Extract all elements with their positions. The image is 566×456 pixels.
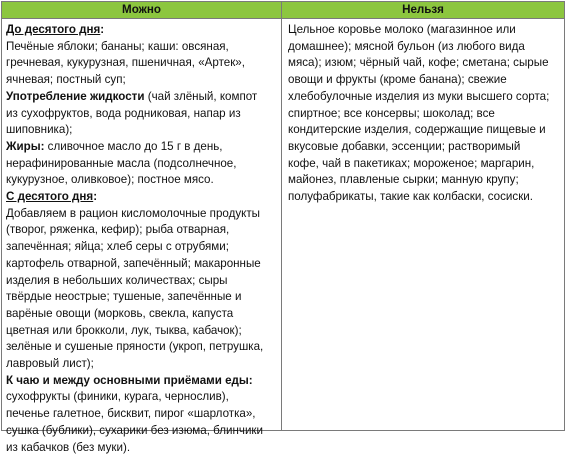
allowed-text: лавровый лист); — [6, 357, 94, 371]
forbidden-line: вкусовые добавки, эссенции; растворимый — [288, 139, 521, 153]
allowed-text: гречневая, кукурузная, пшеничная, «Артек», — [6, 56, 245, 70]
allowed-text: нерафинированные масла (подсолнечное, — [6, 156, 237, 170]
allowed-line — [6, 122, 277, 139]
allowed-line — [6, 189, 277, 206]
allowed-text: С десятого дня — [6, 190, 94, 204]
allowed-text: (чай злёный, компот — [144, 89, 258, 103]
allowed-line — [6, 339, 277, 356]
allowed-text: ячневая; постный суп; — [6, 73, 126, 87]
allowed-line — [6, 406, 277, 423]
allowed-text: Печёные яблоки; бананы; каши: овсяная, — [6, 39, 229, 53]
forbidden-line: хлебобулочные изделия из муки высшего сорта; — [288, 89, 550, 103]
allowed-line — [6, 273, 277, 290]
allowed-text: изделия в небольших количествах; сыры — [6, 273, 228, 287]
allowed-line — [6, 289, 277, 306]
forbidden-line: полуфабрикаты, такие как колбаски, сосиски. — [288, 190, 533, 204]
allowed-line — [6, 39, 277, 56]
forbidden-line: домашнее); мясной бульон (из любого вида — [288, 39, 525, 53]
forbidden-line: овощи и фрукты (кроме банана); свежие — [288, 73, 507, 87]
allowed-line — [6, 356, 277, 373]
diet-table — [1, 1, 565, 454]
allowed-text: К чаю и между основными приёмами еды: — [6, 373, 253, 387]
allowed-text: из кабачков (без муки). — [6, 440, 131, 454]
forbidden-line: Цельное коровье молоко (магазинное или — [288, 23, 516, 36]
header-forbidden: Нельзя — [402, 3, 444, 16]
allowed-text: Добавляем в рацион кисломолочные продукты — [6, 206, 261, 220]
allowed-line — [6, 156, 277, 173]
allowed-text: : — [93, 190, 98, 204]
allowed-text: постное мясо. — [134, 173, 214, 187]
allowed-text: До десятого дня — [6, 23, 101, 36]
header-allowed: Можно — [2, 2, 282, 18]
allowed-line — [6, 306, 277, 323]
allowed-text: картофель отварной, запечённый; макаронные — [6, 256, 261, 270]
allowed-line — [6, 106, 277, 123]
allowed-line — [6, 206, 277, 223]
allowed-line — [6, 72, 277, 89]
allowed-line — [6, 423, 277, 440]
allowed-text: из сухофруктов, вода родниковая, напар из — [6, 106, 241, 120]
allowed-line — [6, 222, 277, 239]
allowed-line — [6, 323, 277, 340]
allowed-text: сливочное масло до 15 г в день, — [44, 139, 223, 153]
allowed-line — [6, 55, 277, 72]
forbidden-line: мяса); изюм; чёрный чай, кофе; сметана; сырые — [288, 56, 549, 70]
allowed-line — [6, 89, 277, 106]
allowed-text: зелёные и сушеные пряности (укроп, петрушка, — [6, 340, 264, 354]
allowed-column — [2, 19, 282, 454]
table-header — [2, 2, 564, 19]
table-body — [2, 19, 564, 454]
allowed-line — [6, 172, 277, 189]
allowed-text: сушка (бублики), сухарики без изюма, блинчики — [6, 423, 263, 437]
allowed-line — [6, 139, 277, 156]
allowed-text: Жиры: — [6, 139, 45, 153]
allowed-line — [6, 256, 277, 273]
allowed-line — [6, 22, 277, 39]
allowed-text: сухофрукты (финики, курага, чернослив), — [6, 390, 229, 404]
forbidden-column — [282, 19, 564, 430]
allowed-line — [6, 239, 277, 256]
allowed-text: Употребление жидкости — [6, 89, 145, 103]
allowed-text: : — [100, 23, 105, 36]
allowed-line — [6, 389, 277, 406]
allowed-text: твёрдые неострые; тушеные, запечённые и — [6, 290, 242, 304]
allowed-text: шиповника); — [6, 123, 73, 137]
allowed-text: (творог, ряженка, кефир); рыба отварная, — [6, 223, 230, 237]
allowed-text: цветная или брокколи, лук, тыква, кабачок); — [6, 323, 242, 337]
allowed-text: печенье галетное, бисквит, пирог «шарлотка», — [6, 407, 256, 421]
forbidden-line: кофе, чай в пакетиках; мороженое; маргарин, — [288, 156, 535, 170]
forbidden-line: майонез, плавленые сырки; манную крупу; — [288, 173, 519, 187]
forbidden-line: кондитерские изделия, содержащие пищевые и — [288, 123, 546, 137]
allowed-line — [6, 440, 277, 456]
allowed-text: варёные овощи (морковь, свекла, капуста — [6, 306, 234, 320]
allowed-text: кукурузное, оливковое); — [6, 173, 135, 187]
allowed-line — [6, 373, 277, 390]
forbidden-line: спиртное; все консервы; шоколад; все — [288, 106, 495, 120]
allowed-text: запечённая; яйца; хлеб серы с отрубями; — [6, 240, 229, 254]
